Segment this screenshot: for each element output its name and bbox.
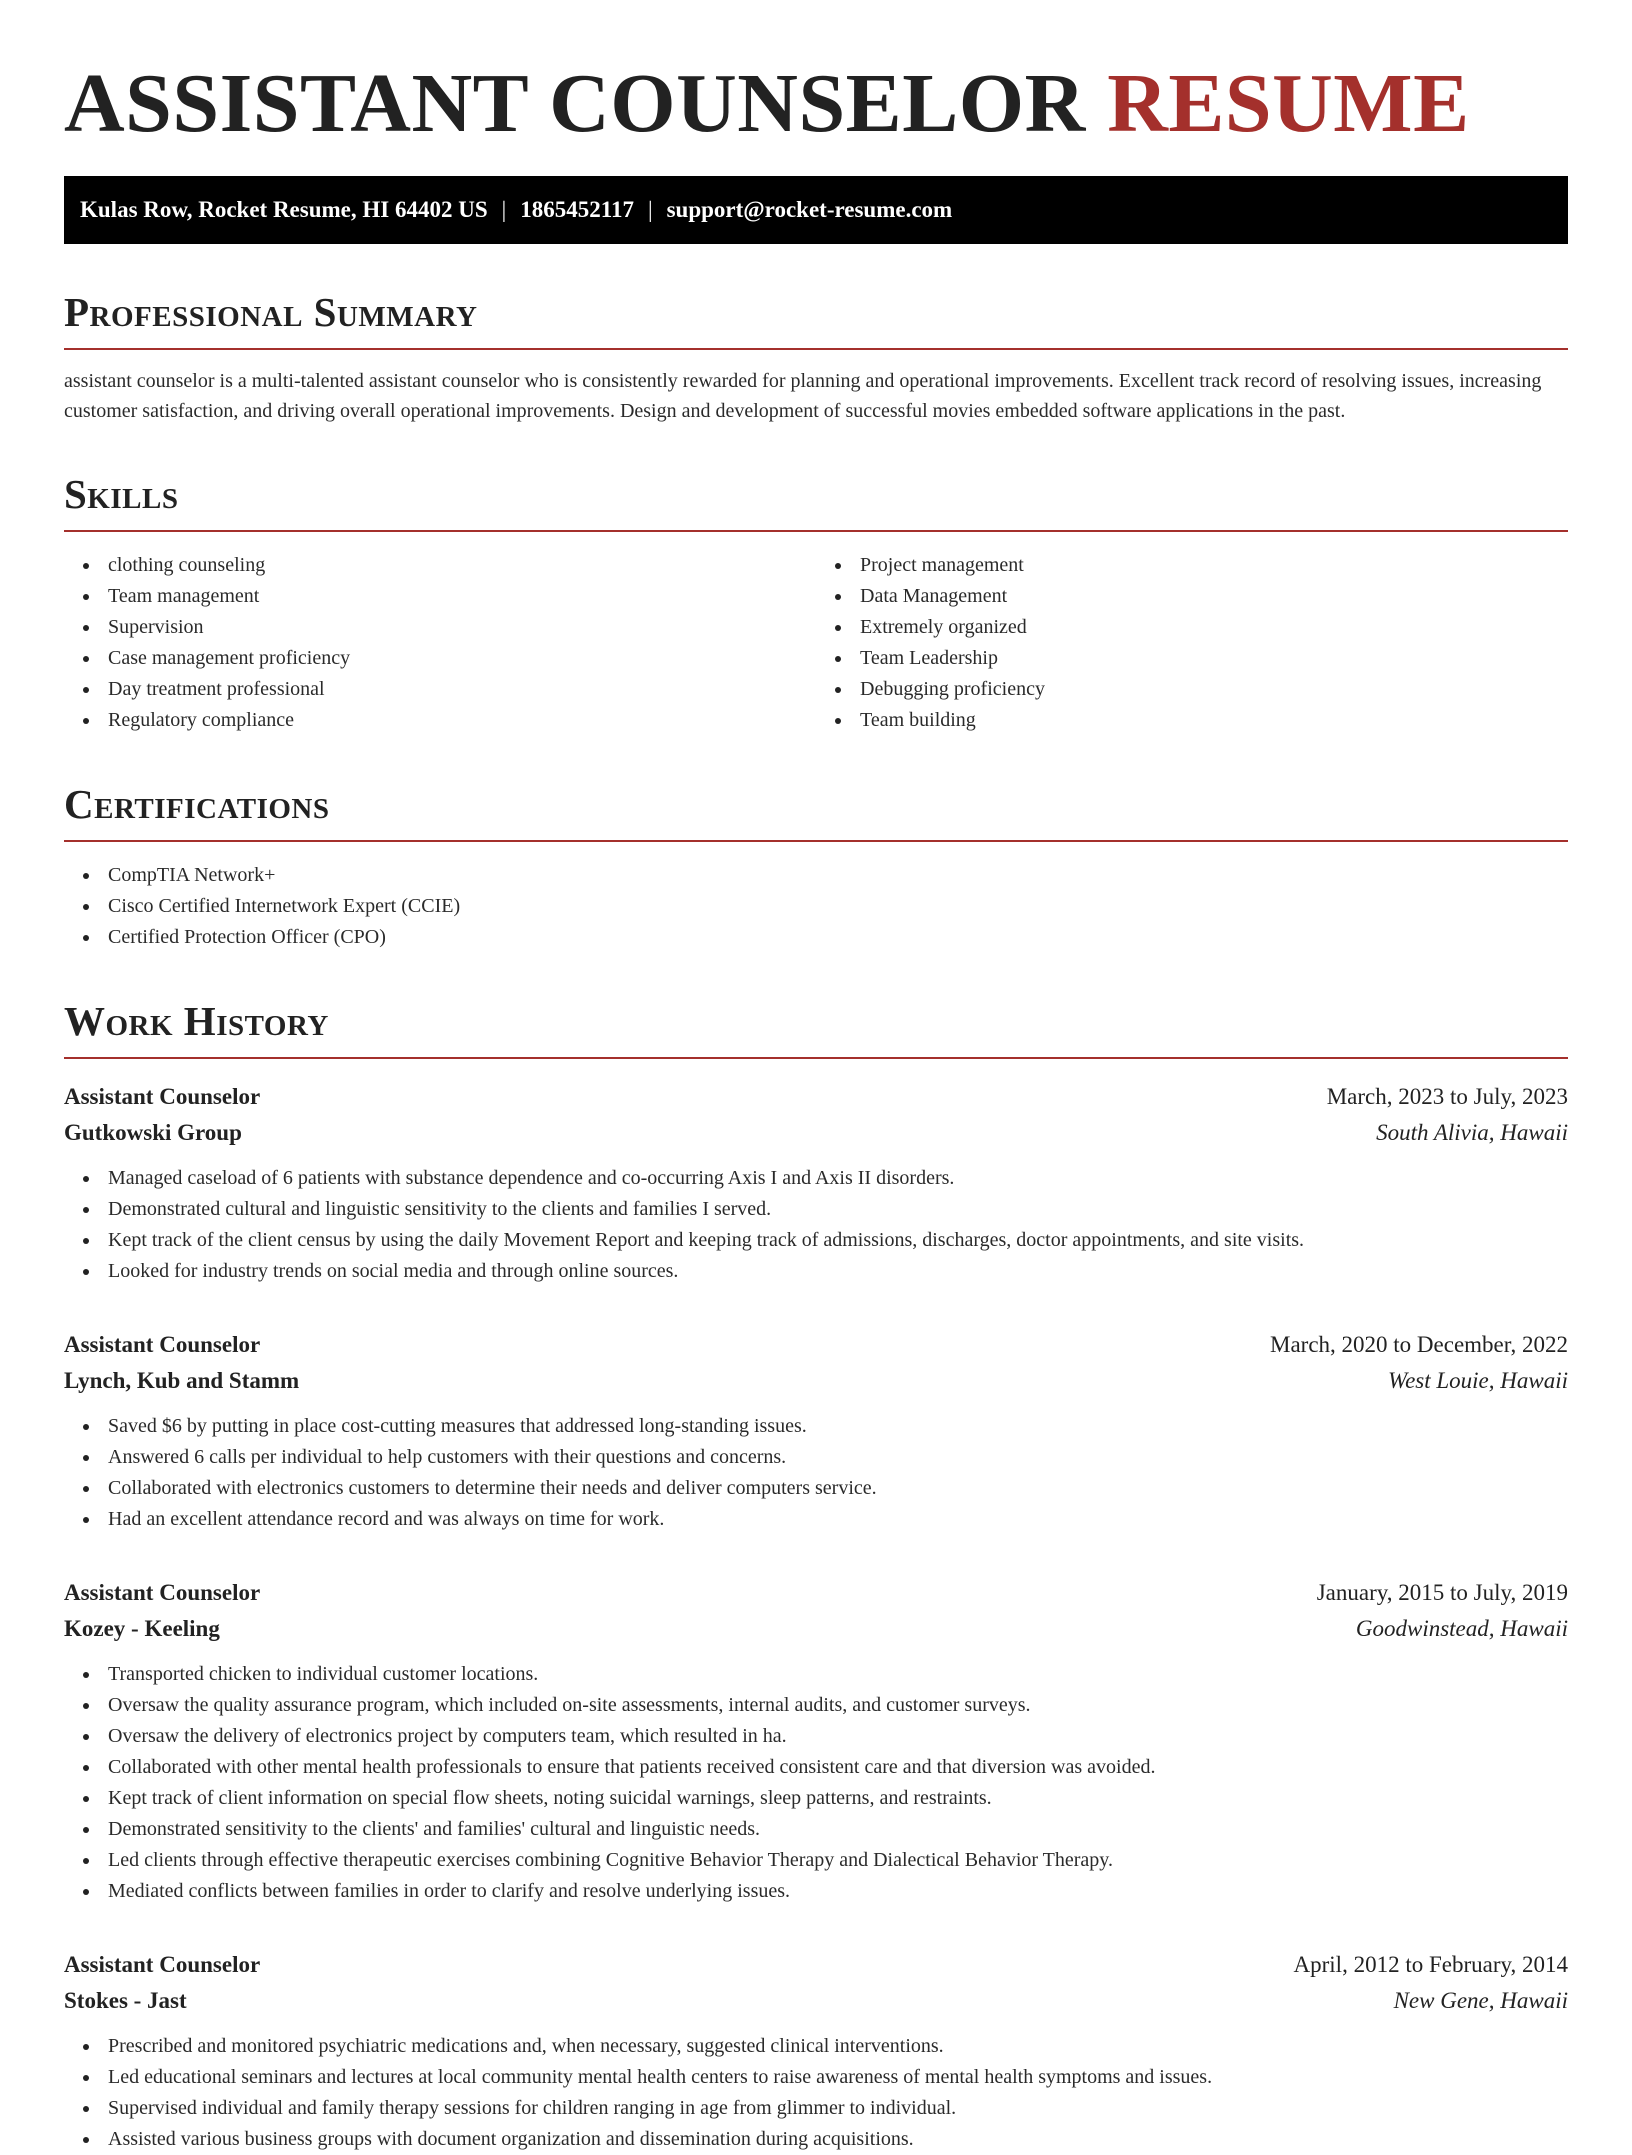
summary-text: assistant counselor is a multi-talented assistant counselor who is consistently rewarded for planning and operational improvements. Excellent track record of resolving issues, increasing customer satisfaction, and driving overall operational improvements. Design and development of successful movies embedded software applications in the past. [64, 370, 1542, 422]
contact-email: support@rocket-resume.com [666, 197, 953, 222]
job-company: Kozey - Keeling [64, 1616, 220, 1641]
skill-item: Team Leadership [816, 643, 1568, 674]
job-location: West Louie, Hawaii [1388, 1368, 1568, 1393]
skill-item: Case management proficiency [64, 643, 816, 674]
job-header-row [64, 1079, 1568, 1115]
job-company-row [64, 1363, 1568, 1399]
work-history-section [64, 997, 1568, 2155]
skill-item: Team building [816, 705, 1568, 736]
job-company: Gutkowski Group [64, 1120, 242, 1145]
certification-item: Certified Protection Officer (CPO) [64, 922, 1568, 953]
job-bullet: Saved $6 by putting in place cost-cutting measures that addressed long-standing issues. [64, 1411, 1568, 1442]
job-location: Goodwinstead, Hawaii [1355, 1616, 1568, 1641]
job-bullets [64, 1411, 1568, 1535]
section-heading: Work History [64, 997, 1568, 1059]
job-bullet: Supervised individual and family therapy sessions for children ranging in age from glimmer to individual. [64, 2093, 1568, 2124]
job-title: Assistant Counselor [64, 1332, 261, 1357]
summary-section [64, 288, 1568, 426]
contact-separator: | [501, 197, 507, 222]
job-bullet: Collaborated with other mental health professionals to ensure that patients received consistent care and that diversion was avoided. [64, 1752, 1568, 1783]
job-bullet: Looked for industry trends on social media and through online sources. [64, 1256, 1568, 1287]
job-dates: April, 2012 to February, 2014 [1293, 1952, 1568, 1977]
skill-item: clothing counseling [64, 550, 816, 581]
job-entry [64, 1947, 1568, 2155]
certifications-list [64, 860, 1568, 953]
job-dates: March, 2020 to December, 2022 [1270, 1332, 1568, 1357]
skills-list-right [816, 550, 1568, 736]
job-company: Lynch, Kub and Stamm [64, 1368, 300, 1393]
job-dates: March, 2023 to July, 2023 [1326, 1084, 1568, 1109]
skill-item: Regulatory compliance [64, 705, 816, 736]
job-entry [64, 1327, 1568, 1535]
certification-item: Cisco Certified Internetwork Expert (CCIE) [64, 891, 1568, 922]
skill-item: Extremely organized [816, 612, 1568, 643]
job-bullets [64, 1163, 1568, 1287]
skill-item: Team management [64, 581, 816, 612]
resume-title [64, 56, 1568, 152]
job-bullet: Mediated conflicts between families in order to clarify and resolve underlying issues. [64, 1876, 1568, 1907]
contact-separator: | [647, 197, 653, 222]
job-company-row [64, 1115, 1568, 1151]
skill-item: Day treatment professional [64, 674, 816, 705]
job-company-row [64, 1983, 1568, 2019]
job-bullet: Prescribed and monitored psychiatric medications and, when necessary, suggested clinical interventions. [64, 2031, 1568, 2062]
skill-item: Debugging proficiency [816, 674, 1568, 705]
job-bullet: Oversaw the quality assurance program, which included on-site assessments, internal audits, and customer surveys. [64, 1690, 1568, 1721]
job-header-row [64, 1947, 1568, 1983]
job-bullet: Had an excellent attendance record and was always on time for work. [64, 1504, 1568, 1535]
job-location: South Alivia, Hawaii [1376, 1120, 1568, 1145]
job-bullet: Demonstrated sensitivity to the clients' and families' cultural and linguistic needs. [64, 1814, 1568, 1845]
certifications-section [64, 780, 1568, 953]
skills-grid [64, 550, 1568, 736]
skills-section [64, 470, 1568, 736]
job-header-row [64, 1575, 1568, 1611]
job-bullet: Collaborated with electronics customers to determine their needs and deliver computers service. [64, 1473, 1568, 1504]
job-header-row [64, 1327, 1568, 1363]
skill-item: Data Management [816, 581, 1568, 612]
job-bullets [64, 1659, 1568, 1907]
job-entry [64, 1079, 1568, 1287]
job-entry [64, 1575, 1568, 1907]
job-bullet: Kept track of the client census by using the daily Movement Report and keeping track of admissions, discharges, doctor appointments, and site visits. [64, 1225, 1568, 1256]
job-bullet: Led clients through effective therapeutic exercises combining Cognitive Behavior Therapy and Dialectical Behavior Therapy. [64, 1845, 1568, 1876]
job-title: Assistant Counselor [64, 1580, 261, 1605]
section-heading: Certifications [64, 780, 1568, 842]
skills-list-left [64, 550, 816, 736]
job-bullet: Led educational seminars and lectures at local community mental health centers to raise awareness of mental health symptoms and issues. [64, 2062, 1568, 2093]
job-bullet: Answered 6 calls per individual to help customers with their questions and concerns. [64, 1442, 1568, 1473]
job-bullet: Oversaw the delivery of electronics project by computers team, which resulted in ha. [64, 1721, 1568, 1752]
title-main: ASSISTANT COUNSELOR [64, 57, 1086, 150]
certification-item: CompTIA Network+ [64, 860, 1568, 891]
job-bullet: Demonstrated cultural and linguistic sensitivity to the clients and families I served. [64, 1194, 1568, 1225]
job-title: Assistant Counselor [64, 1952, 261, 1977]
job-bullet: Transported chicken to individual customer locations. [64, 1659, 1568, 1690]
skill-item: Project management [816, 550, 1568, 581]
job-bullet: Assisted various business groups with document organization and dissemination during acquisitions. [64, 2124, 1568, 2155]
contact-bar [64, 176, 1568, 244]
section-heading: Professional Summary [64, 288, 1568, 350]
job-dates: January, 2015 to July, 2019 [1316, 1580, 1568, 1605]
contact-phone: 1865452117 [520, 197, 634, 222]
section-heading: Skills [64, 470, 1568, 532]
job-location: New Gene, Hawaii [1393, 1988, 1568, 2013]
job-bullet: Managed caseload of 6 patients with substance dependence and co-occurring Axis I and Axis II disorders. [64, 1163, 1568, 1194]
job-company: Stokes - Jast [64, 1988, 187, 2013]
job-bullets [64, 2031, 1568, 2155]
job-title: Assistant Counselor [64, 1084, 261, 1109]
job-company-row [64, 1611, 1568, 1647]
contact-address: Kulas Row, Rocket Resume, HI 64402 US [80, 197, 488, 222]
title-accent: RESUME [1107, 57, 1470, 150]
skill-item: Supervision [64, 612, 816, 643]
job-bullet: Kept track of client information on special flow sheets, noting suicidal warnings, sleep patterns, and restraints. [64, 1783, 1568, 1814]
